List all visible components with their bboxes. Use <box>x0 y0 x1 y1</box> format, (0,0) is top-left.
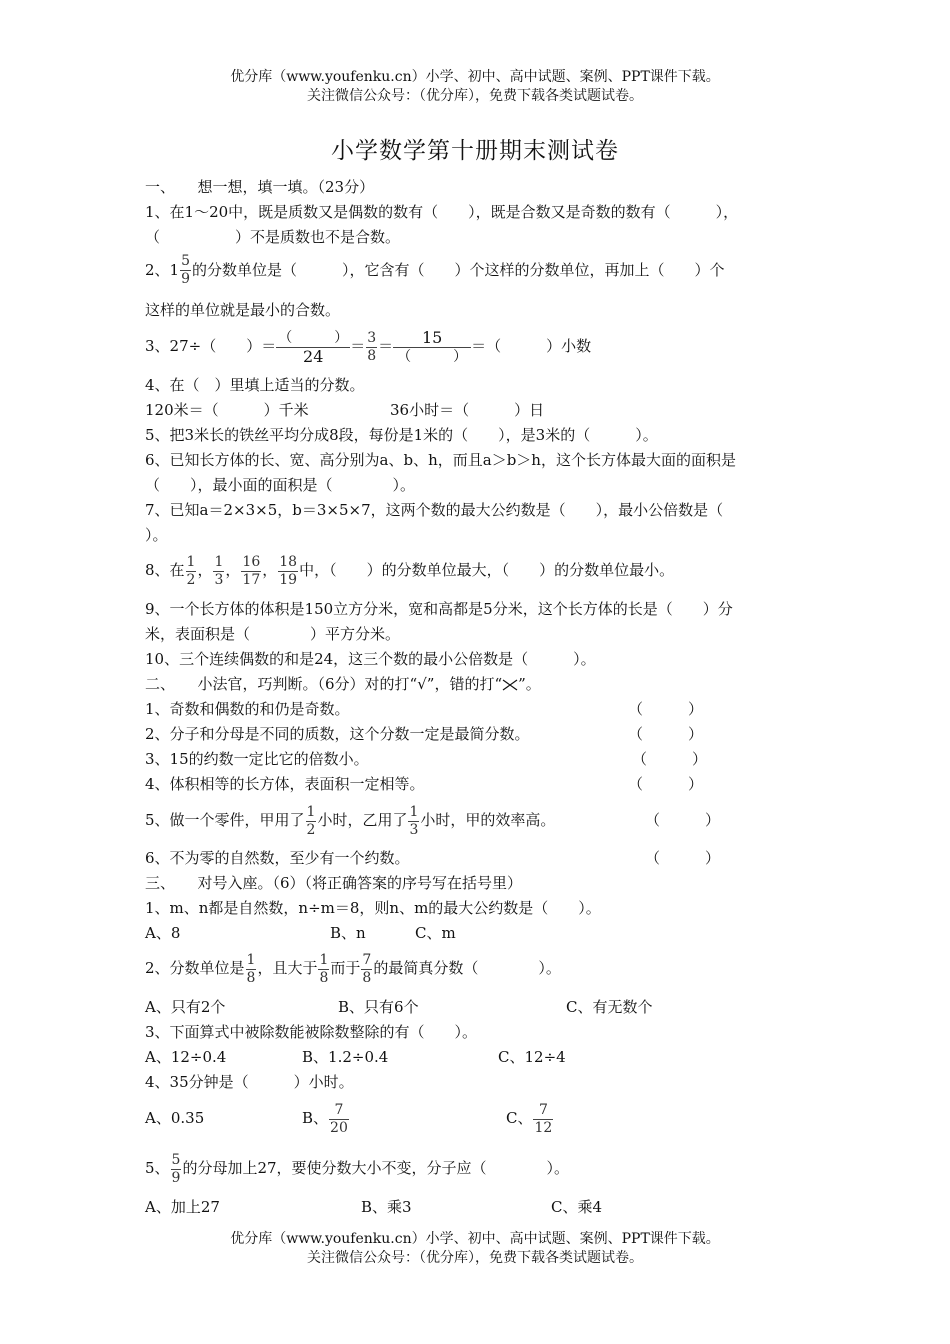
choice-5-c: C、乘4 <box>551 1198 603 1216</box>
fraction-numerator: 1 <box>246 951 256 968</box>
fraction-denominator: 8 <box>246 969 256 986</box>
fraction-denominator: 2 <box>306 821 316 838</box>
fraction-denominator: 9 <box>181 270 191 287</box>
choice-1-a: A、8 <box>145 924 181 942</box>
fraction-numerator: 15 <box>393 329 471 348</box>
header-line-1: 优分库（www.youfenku.cn）小学、初中、高中试题、案例、PPT课件下载。 <box>230 69 720 85</box>
choice-2 <box>145 948 561 988</box>
comma: ， <box>225 561 241 579</box>
choice-2-b: B、只有6个 <box>338 998 419 1016</box>
judge-1-paren: （ ） <box>628 700 704 718</box>
judge-6-paren: （ ） <box>645 849 721 867</box>
fraction-denominator: 19 <box>279 571 298 588</box>
fraction-denominator: 3 <box>214 571 224 588</box>
page-title: 小学数学第十册期末测试卷 <box>331 138 619 164</box>
q8-suffix: 中，（ ）的分数单位最大，（ ）的分数单位最小。 <box>299 561 675 579</box>
judge-6: 6、不为零的自然数，至少有一个约数。 <box>145 849 410 867</box>
judge-5-suffix: 小时，甲的效率高。 <box>420 811 556 829</box>
choice-5-suffix: 的分母加上27，要使分数大小不变，分子应（ ）。 <box>182 1159 570 1177</box>
header-line-2: 关注微信公众号：（优分库），免费下载各类试题试卷。 <box>307 88 643 104</box>
choice-5-a: A、加上27 <box>145 1198 220 1216</box>
question-1-4: 4、在（ ）里填上适当的分数。 <box>145 376 365 394</box>
fraction <box>306 804 317 839</box>
choice-2-suffix: 的最简真分数（ ）。 <box>373 959 561 977</box>
choice-2-prefix: 2、分数单位是 <box>145 959 245 977</box>
fraction <box>393 329 471 366</box>
question-1-2b: 这样的单位就是最小的合数。 <box>145 301 341 319</box>
question-1-7b: ）。 <box>145 526 168 544</box>
q3-suffix: ＝（ ）小数 <box>471 337 592 355</box>
question-1-7a: 7、已知a＝2×3×5，b＝3×5×7，这两个数的最大公约数是（ ），最小公倍数是（ <box>145 501 724 519</box>
choice-3-a: A、12÷0.4 <box>145 1048 227 1066</box>
fraction-numerator: 3 <box>367 329 377 346</box>
choice-3-b: B、1.2÷0.4 <box>302 1048 389 1066</box>
question-1-1b: （ ）不是质数也不是合数。 <box>145 228 401 246</box>
fraction <box>186 554 197 589</box>
judge-5 <box>145 800 555 840</box>
fraction-numerator: 5 <box>181 252 191 269</box>
q2-prefix: 2、 <box>145 261 170 279</box>
fraction-denominator: 24 <box>303 346 324 366</box>
footer-line-1: 优分库（www.youfenku.cn）小学、初中、高中试题、案例、PPT课件下载。 <box>230 1231 720 1247</box>
fraction-numerator: 18 <box>279 553 298 570</box>
choice-1-b: B、n <box>330 924 366 942</box>
choice-4-b <box>302 1098 350 1138</box>
question-1-9a: 9、一个长方体的体积是150立方分米，宽和高都是5分米，这个长方体的长是（ ）分 <box>145 600 733 618</box>
fraction <box>318 952 329 987</box>
footer-line-2: 关注微信公众号：（优分库），免费下载各类试题试卷。 <box>307 1250 643 1266</box>
question-1-6b: （ ），最小面的面积是（ ）。 <box>145 476 416 494</box>
fraction-denominator: （ ） <box>397 348 468 365</box>
question-1-2 <box>145 252 725 288</box>
q3-prefix: 3、27÷（ ）＝ <box>145 337 277 355</box>
fraction-denominator: 20 <box>330 1119 348 1136</box>
fraction-numerator: 5 <box>171 1151 181 1168</box>
fraction <box>276 329 350 366</box>
fraction-denominator: 8 <box>362 969 372 986</box>
fraction <box>278 554 298 589</box>
question-1-6a: 6、已知长方体的长、宽、高分别为a、b、h，而且a＞b＞h，这个长方体最大面的面积是 <box>145 451 736 469</box>
choice-2-middle-1: ，且大于 <box>257 959 318 977</box>
question-1-5: 5、把3米长的铁丝平均分成8段，每份是1米的（ ），是3米的（ ）。 <box>145 426 658 444</box>
judge-5-prefix: 5、做一个零件，甲用了 <box>145 811 305 829</box>
fraction <box>361 952 372 987</box>
choice-3: 3、下面算式中被除数能被除数整除的有（ ）。 <box>145 1023 478 1041</box>
fraction-numerator: 1 <box>214 553 224 570</box>
fraction-numerator: （ ） <box>278 329 349 346</box>
mixed-whole: 1 <box>169 261 180 279</box>
question-1-3 <box>145 326 591 366</box>
comma: ， <box>262 561 278 579</box>
question-1-4a: 120米＝（ ）千米 <box>145 401 309 419</box>
choice-4: 4、35分钟是（ ）小时。 <box>145 1073 354 1091</box>
fraction <box>366 330 377 365</box>
section-2-heading <box>145 674 541 694</box>
fraction-denominator: 3 <box>409 821 419 838</box>
judge-5-middle: 小时，乙用了 <box>317 811 408 829</box>
choice-2-a: A、只有2个 <box>145 998 226 1016</box>
fraction <box>241 554 261 589</box>
fraction <box>329 1102 349 1137</box>
choice-4-c <box>506 1098 554 1138</box>
choice-2-middle-2: 而于 <box>330 959 361 977</box>
choice-3-c: C、12÷4 <box>498 1048 566 1066</box>
fraction-denominator: 17 <box>242 571 261 588</box>
fraction <box>533 1102 553 1137</box>
fraction-numerator: 1 <box>319 951 329 968</box>
fraction-denominator: 9 <box>171 1169 181 1186</box>
choice-4-a: A、0.35 <box>145 1109 205 1127</box>
choice-2-c: C、有无数个 <box>566 998 653 1016</box>
choice-5 <box>145 1148 569 1188</box>
fraction <box>408 804 419 839</box>
equals-sign: ＝ <box>350 337 366 355</box>
fraction <box>180 253 191 288</box>
section-2-heading-end: ”。 <box>518 675 541 693</box>
section-3-heading: 三、 对号入座。（6）（将正确答案的序号写在括号里） <box>145 874 523 892</box>
fraction-numerator: 7 <box>533 1102 553 1120</box>
fraction-denominator: 2 <box>186 571 196 588</box>
judge-3: 3、15的约数一定比它的倍数小。 <box>145 750 369 768</box>
judge-2: 2、分子和分母是不同的质数，这个分数一定是最简分数。 <box>145 725 530 743</box>
question-1-4b: 36小时＝（ ）日 <box>390 401 545 419</box>
equals-sign: ＝ <box>378 337 394 355</box>
judge-4-paren: （ ） <box>628 775 704 793</box>
judge-2-paren: （ ） <box>628 725 704 743</box>
q2-suffix: 的分数单位是（ ），它含有（ ）个这样的分数单位，再加上（ ）个 <box>192 261 725 279</box>
judge-3-paren: （ ） <box>632 750 708 768</box>
fraction-denominator: 8 <box>319 969 329 986</box>
section-1-heading: 一、 想一想，填一填。（23分） <box>145 178 375 196</box>
section-2-heading-text: 二、 小法官，巧判断。（6分）对的打“√”，错的打“ <box>145 675 503 693</box>
fraction <box>246 952 257 987</box>
choice-4-c-label: C、 <box>506 1109 533 1127</box>
fraction-numerator: 1 <box>409 803 419 820</box>
choice-5-b: B、乘3 <box>361 1198 412 1216</box>
comma: ， <box>197 561 213 579</box>
choice-1: 1、m、n都是自然数，n÷m＝8，则n、m的最大公约数是（ ）。 <box>145 899 601 917</box>
question-1-10: 10、三个连续偶数的和是24，这三个数的最小公倍数是（ ）。 <box>145 650 596 668</box>
cross-mark-icon <box>502 679 518 691</box>
fraction <box>213 554 224 589</box>
judge-5-paren: （ ） <box>645 811 721 829</box>
mixed-number <box>170 252 192 288</box>
question-1-1a: 1、在1～20中，既是质数又是偶数的数有（ ），既是合数又是奇数的数有（ ）， <box>145 203 739 221</box>
fraction-denominator: 8 <box>367 347 377 364</box>
fraction-numerator: 1 <box>306 803 316 820</box>
question-1-8 <box>145 550 674 590</box>
q8-prefix: 8、在 <box>145 561 185 579</box>
fraction-numerator: 16 <box>242 553 261 570</box>
choice-1-c: C、m <box>415 924 456 942</box>
fraction-denominator: 12 <box>534 1119 553 1136</box>
fraction-numerator: 7 <box>329 1102 349 1120</box>
choice-5-prefix: 5、 <box>145 1159 170 1177</box>
fraction-numerator: 7 <box>362 951 372 968</box>
choice-4-b-label: B、 <box>302 1109 329 1127</box>
judge-1: 1、奇数和偶数的和仍是奇数。 <box>145 700 350 718</box>
fraction-numerator: 1 <box>186 553 196 570</box>
fraction <box>171 1152 182 1187</box>
question-1-9b: 米，表面积是（ ）平方分米。 <box>145 625 401 643</box>
judge-4: 4、体积相等的长方体，表面积一定相等。 <box>145 775 425 793</box>
